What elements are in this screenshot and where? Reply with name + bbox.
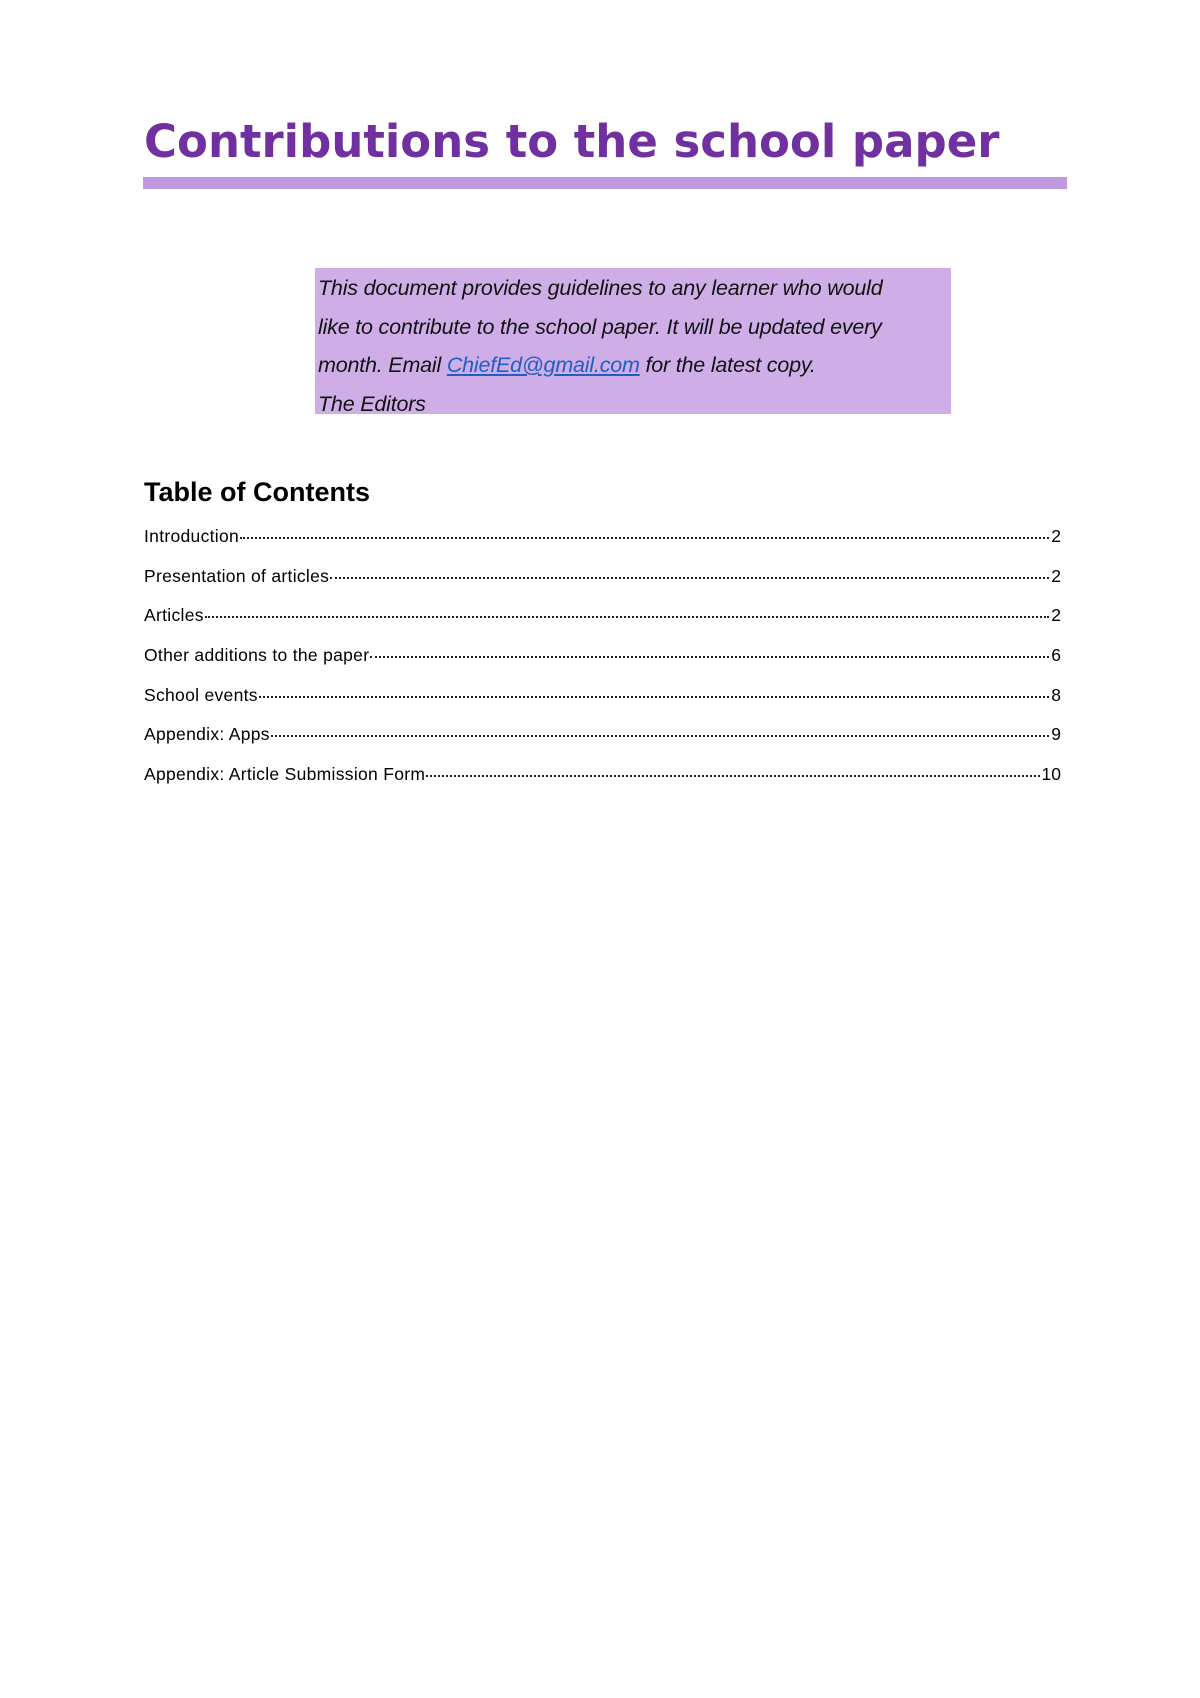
toc-entry-appendix-apps[interactable]: [144, 724, 1061, 764]
document-title: Contributions to the school paper: [144, 115, 1000, 168]
toc-dot-leader: [205, 616, 1049, 618]
toc-entry-page: 9: [1051, 724, 1061, 745]
note-line-1: This document provides guidelines to any learner who would: [318, 276, 883, 300]
toc-entry-appendix-submission-form[interactable]: [144, 764, 1061, 804]
toc-entry-label: Appendix: Apps: [144, 724, 270, 745]
toc-dot-leader: [426, 775, 1039, 777]
toc-dot-leader: [271, 735, 1049, 737]
toc-entry-page: 2: [1051, 526, 1061, 546]
editor-note-box: [315, 268, 951, 414]
toc-heading: Table of Contents: [144, 477, 370, 507]
toc-entry-presentation-of-articles[interactable]: [144, 566, 1061, 606]
toc-entry-introduction[interactable]: [144, 526, 1061, 566]
toc-entry-page: 8: [1051, 684, 1061, 705]
toc-entry-label: Presentation of articles: [144, 565, 330, 586]
toc-list: [144, 526, 1061, 804]
note-line-3-end: for the latest copy.: [639, 353, 816, 377]
toc-dot-leader: [330, 577, 1049, 579]
toc-entry-other-additions[interactable]: [144, 645, 1061, 685]
toc-entry-label: Introduction: [144, 526, 240, 546]
toc-entry-label: Appendix: Article Submission Form: [144, 764, 426, 785]
toc-entry-page: 2: [1051, 565, 1061, 586]
email-link[interactable]: ChiefEd@gmail.com: [446, 353, 640, 377]
note-signature: The Editors: [318, 391, 426, 416]
title-underline-rule: [143, 177, 1067, 189]
toc-entry-label: Other additions to the paper: [144, 645, 370, 666]
toc-entry-label: Articles: [144, 605, 204, 626]
toc-entry-page: 6: [1051, 645, 1061, 666]
toc-dot-leader: [259, 696, 1049, 698]
note-line-3: [318, 346, 947, 385]
toc-entry-articles[interactable]: [144, 605, 1061, 645]
toc-entry-label: School events: [144, 684, 258, 705]
toc-entry-page: 10: [1041, 764, 1061, 785]
toc-dot-leader: [240, 537, 1049, 539]
toc-entry-school-events[interactable]: [144, 685, 1061, 725]
note-line-2: like to contribute to the school paper. It will be updated every: [318, 314, 882, 339]
toc-dot-leader: [370, 656, 1049, 658]
note-line-3-start: month. Email: [318, 353, 447, 377]
toc-entry-page: 2: [1051, 605, 1061, 626]
